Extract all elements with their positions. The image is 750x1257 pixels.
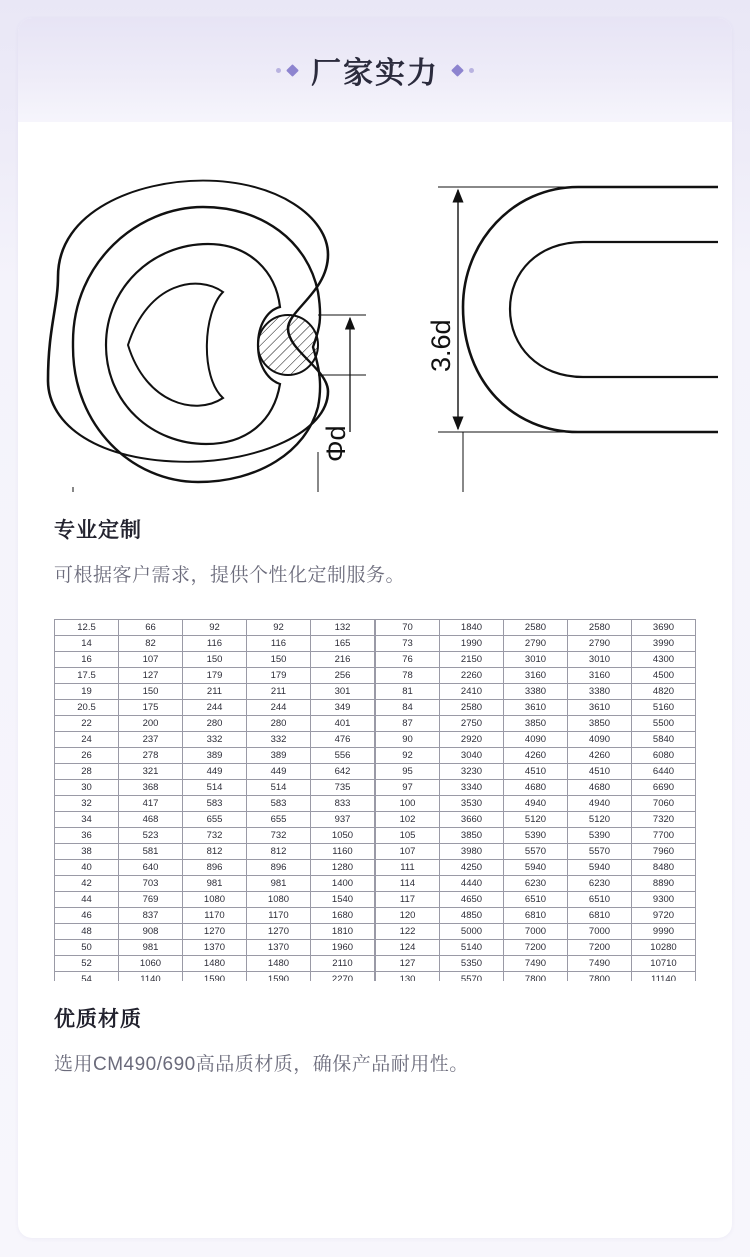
table-cell: 50 — [55, 939, 119, 955]
table-cell: 417 — [119, 795, 183, 811]
table-cell: 92 — [247, 619, 311, 635]
table-cell: 837 — [119, 907, 183, 923]
table-row — [55, 699, 375, 715]
table-cell: 7000 — [504, 923, 568, 939]
table-cell: 1990 — [440, 635, 504, 651]
table-cell: 5500 — [632, 715, 696, 731]
spec-table-right — [375, 619, 696, 981]
table-cell: 4510 — [568, 763, 632, 779]
table-row — [55, 635, 375, 651]
table-cell: 332 — [183, 731, 247, 747]
table-cell: 4090 — [568, 731, 632, 747]
table-cell: 6510 — [568, 891, 632, 907]
table-cell: 833 — [311, 795, 375, 811]
table-cell: 3010 — [568, 651, 632, 667]
table-cell: 6810 — [504, 907, 568, 923]
table-cell: 237 — [119, 731, 183, 747]
table-cell: 1960 — [311, 939, 375, 955]
table-cell: 523 — [119, 827, 183, 843]
table-row — [55, 763, 375, 779]
table-row — [376, 747, 696, 763]
table-cell: 583 — [247, 795, 311, 811]
table-cell: 97 — [376, 779, 440, 795]
table-row — [376, 939, 696, 955]
table-cell: 1590 — [247, 971, 311, 981]
table-cell: 26 — [55, 747, 119, 763]
table-cell: 127 — [119, 667, 183, 683]
table-cell: 179 — [247, 667, 311, 683]
table-row — [376, 795, 696, 811]
table-cell: 3610 — [504, 699, 568, 715]
table-cell: 82 — [119, 635, 183, 651]
table-cell: 5940 — [504, 859, 568, 875]
table-cell: 6230 — [504, 875, 568, 891]
table-cell: 116 — [183, 635, 247, 651]
table-cell: 896 — [183, 859, 247, 875]
table-cell: 7800 — [504, 971, 568, 981]
table-row — [376, 843, 696, 859]
table-cell: 150 — [119, 683, 183, 699]
table-cell: 280 — [183, 715, 247, 731]
table-cell: 556 — [311, 747, 375, 763]
table-row — [376, 715, 696, 731]
table-cell: 244 — [247, 699, 311, 715]
table-cell: 981 — [247, 875, 311, 891]
table-cell: 5390 — [568, 827, 632, 843]
table-cell: 4260 — [504, 747, 568, 763]
table-cell: 581 — [119, 843, 183, 859]
table-cell: 3380 — [504, 683, 568, 699]
table-row — [55, 683, 375, 699]
table-cell: 1080 — [183, 891, 247, 907]
table-row — [55, 907, 375, 923]
table-cell: 655 — [183, 811, 247, 827]
table-cell: 389 — [183, 747, 247, 763]
section-text-material: 选用CM490/690高品质材质，确保产品耐用性。 — [54, 1053, 469, 1075]
table-cell: 38 — [55, 843, 119, 859]
table-cell: 3160 — [568, 667, 632, 683]
table-cell: 401 — [311, 715, 375, 731]
table-cell: 1060 — [119, 955, 183, 971]
table-row — [376, 667, 696, 683]
table-cell: 7320 — [632, 811, 696, 827]
table-cell: 908 — [119, 923, 183, 939]
table-row — [376, 907, 696, 923]
table-cell: 655 — [247, 811, 311, 827]
table-row — [55, 827, 375, 843]
table-cell: 1140 — [119, 971, 183, 981]
content-card — [18, 18, 732, 1238]
table-row — [376, 651, 696, 667]
table-cell: 981 — [183, 875, 247, 891]
table-cell: 769 — [119, 891, 183, 907]
table-cell: 2110 — [311, 955, 375, 971]
spec-tables — [18, 619, 732, 981]
dot-icon — [469, 68, 474, 73]
table-cell: 117 — [376, 891, 440, 907]
table-cell: 9300 — [632, 891, 696, 907]
table-cell: 1050 — [311, 827, 375, 843]
table-cell: 211 — [183, 683, 247, 699]
table-cell: 19 — [55, 683, 119, 699]
table-cell: 10710 — [632, 955, 696, 971]
table-cell: 3610 — [568, 699, 632, 715]
table-cell: 3850 — [568, 715, 632, 731]
table-cell: 449 — [183, 763, 247, 779]
table-cell: 4680 — [568, 779, 632, 795]
table-cell: 5390 — [504, 827, 568, 843]
table-row — [55, 859, 375, 875]
table-cell: 7960 — [632, 843, 696, 859]
table-cell: 1170 — [247, 907, 311, 923]
section-heading-custom: 专业定制 — [54, 519, 142, 542]
table-cell: 11140 — [632, 971, 696, 981]
table-cell: 8480 — [632, 859, 696, 875]
table-cell: 1370 — [183, 939, 247, 955]
table-row — [55, 939, 375, 955]
table-cell: 102 — [376, 811, 440, 827]
table-cell: 735 — [311, 779, 375, 795]
table-cell: 812 — [247, 843, 311, 859]
table-cell: 17.5 — [55, 667, 119, 683]
table-cell: 2580 — [504, 619, 568, 635]
table-cell: 1810 — [311, 923, 375, 939]
table-cell: 3010 — [504, 651, 568, 667]
page-title: 厂家实力 — [311, 57, 439, 90]
table-row — [376, 923, 696, 939]
table-cell: 116 — [247, 635, 311, 651]
table-cell: 640 — [119, 859, 183, 875]
spec-table-left — [54, 619, 375, 981]
table-cell: 16 — [55, 651, 119, 667]
table-cell: 76 — [376, 651, 440, 667]
table-cell: 28 — [55, 763, 119, 779]
table-cell: 1270 — [183, 923, 247, 939]
table-cell: 87 — [376, 715, 440, 731]
table-cell: 244 — [183, 699, 247, 715]
table-cell: 7800 — [568, 971, 632, 981]
dot-icon — [276, 68, 281, 73]
table-cell: 7700 — [632, 827, 696, 843]
table-row — [376, 955, 696, 971]
table-cell: 7000 — [568, 923, 632, 939]
table-cell: 92 — [183, 619, 247, 635]
table-cell: 179 — [183, 667, 247, 683]
table-cell: 70 — [376, 619, 440, 635]
table-cell: 642 — [311, 763, 375, 779]
table-row — [55, 731, 375, 747]
table-cell: 1270 — [247, 923, 311, 939]
label-diameter: Φd — [321, 425, 351, 462]
table-row — [376, 971, 696, 981]
table-cell: 4300 — [632, 651, 696, 667]
table-row — [376, 699, 696, 715]
table-row — [55, 667, 375, 683]
table-cell: 14 — [55, 635, 119, 651]
table-row — [376, 859, 696, 875]
diamond-icon — [286, 64, 299, 77]
table-cell: 211 — [247, 683, 311, 699]
table-cell: 48 — [55, 923, 119, 939]
table-row — [376, 827, 696, 843]
table-cell: 3850 — [440, 827, 504, 843]
table-cell: 332 — [247, 731, 311, 747]
table-cell: 280 — [247, 715, 311, 731]
table-cell: 6810 — [568, 907, 632, 923]
table-row — [55, 747, 375, 763]
table-cell: 4500 — [632, 667, 696, 683]
table-cell: 150 — [247, 651, 311, 667]
table-cell: 127 — [376, 955, 440, 971]
table-row — [376, 731, 696, 747]
table-cell: 100 — [376, 795, 440, 811]
table-cell: 132 — [311, 619, 375, 635]
table-cell: 4850 — [440, 907, 504, 923]
table-row — [55, 891, 375, 907]
table-cell: 34 — [55, 811, 119, 827]
table-cell: 4250 — [440, 859, 504, 875]
table-cell: 1170 — [183, 907, 247, 923]
table-cell: 468 — [119, 811, 183, 827]
table-cell: 1480 — [247, 955, 311, 971]
table-cell: 175 — [119, 699, 183, 715]
table-cell: 4680 — [504, 779, 568, 795]
table-cell: 107 — [376, 843, 440, 859]
table-cell: 5000 — [440, 923, 504, 939]
table-cell: 368 — [119, 779, 183, 795]
table-cell: 66 — [119, 619, 183, 635]
table-cell: 301 — [311, 683, 375, 699]
table-cell: 46 — [55, 907, 119, 923]
table-cell: 107 — [119, 651, 183, 667]
table-cell: 2410 — [440, 683, 504, 699]
table-row — [376, 619, 696, 635]
table-cell: 896 — [247, 859, 311, 875]
table-cell: 7490 — [504, 955, 568, 971]
table-cell: 84 — [376, 699, 440, 715]
table-cell: 105 — [376, 827, 440, 843]
table-row — [376, 891, 696, 907]
table-cell: 449 — [247, 763, 311, 779]
table-cell: 30 — [55, 779, 119, 795]
table-cell: 5570 — [504, 843, 568, 859]
table-cell: 40 — [55, 859, 119, 875]
table-row — [55, 779, 375, 795]
table-cell: 5570 — [440, 971, 504, 981]
diamond-icon — [451, 64, 464, 77]
table-cell: 54 — [55, 971, 119, 981]
table-row — [376, 875, 696, 891]
table-row — [55, 811, 375, 827]
table-cell: 120 — [376, 907, 440, 923]
table-cell: 2790 — [568, 635, 632, 651]
table-cell: 165 — [311, 635, 375, 651]
table-cell: 7200 — [504, 939, 568, 955]
table-cell: 52 — [55, 955, 119, 971]
table-cell: 3530 — [440, 795, 504, 811]
table-row — [55, 651, 375, 667]
table-cell: 111 — [376, 859, 440, 875]
table-cell: 36 — [55, 827, 119, 843]
table-cell: 981 — [119, 939, 183, 955]
table-cell: 42 — [55, 875, 119, 891]
table-cell: 5570 — [568, 843, 632, 859]
table-cell: 95 — [376, 763, 440, 779]
table-cell: 3990 — [632, 635, 696, 651]
table-cell: 3040 — [440, 747, 504, 763]
table-cell: 2920 — [440, 731, 504, 747]
table-cell: 514 — [183, 779, 247, 795]
table-cell: 2750 — [440, 715, 504, 731]
table-cell: 1280 — [311, 859, 375, 875]
table-row — [55, 843, 375, 859]
table-cell: 3660 — [440, 811, 504, 827]
table-row — [55, 795, 375, 811]
section-text-custom: 可根据客户需求，提供个性化定制服务。 — [54, 565, 406, 586]
table-cell: 1840 — [440, 619, 504, 635]
table-cell: 216 — [311, 651, 375, 667]
table-cell: 130 — [376, 971, 440, 981]
table-cell: 5120 — [504, 811, 568, 827]
technical-drawing — [18, 132, 732, 492]
table-cell: 1370 — [247, 939, 311, 955]
table-cell: 5940 — [568, 859, 632, 875]
table-cell: 1480 — [183, 955, 247, 971]
section-heading-material: 优质材质 — [54, 1007, 142, 1031]
table-cell: 10280 — [632, 939, 696, 955]
table-cell: 2580 — [440, 699, 504, 715]
table-cell: 6440 — [632, 763, 696, 779]
table-cell: 2260 — [440, 667, 504, 683]
table-cell: 114 — [376, 875, 440, 891]
table-cell: 4440 — [440, 875, 504, 891]
table-cell: 200 — [119, 715, 183, 731]
table-cell: 4260 — [568, 747, 632, 763]
table-cell: 4090 — [504, 731, 568, 747]
table-cell: 4940 — [504, 795, 568, 811]
table-cell: 24 — [55, 731, 119, 747]
table-row — [55, 923, 375, 939]
table-cell: 7060 — [632, 795, 696, 811]
table-cell: 732 — [247, 827, 311, 843]
table-cell: 90 — [376, 731, 440, 747]
table-cell: 7200 — [568, 939, 632, 955]
table-cell: 20.5 — [55, 699, 119, 715]
table-cell: 3690 — [632, 619, 696, 635]
table-cell: 5120 — [568, 811, 632, 827]
table-row — [55, 715, 375, 731]
table-cell: 256 — [311, 667, 375, 683]
table-cell: 4510 — [504, 763, 568, 779]
table-cell: 937 — [311, 811, 375, 827]
table-cell: 22 — [55, 715, 119, 731]
table-cell: 92 — [376, 747, 440, 763]
table-row — [55, 971, 375, 981]
table-cell: 349 — [311, 699, 375, 715]
section-material — [18, 1003, 732, 1080]
table-row — [55, 875, 375, 891]
table-cell: 583 — [183, 795, 247, 811]
table-cell: 5160 — [632, 699, 696, 715]
table-cell: 6080 — [632, 747, 696, 763]
table-cell: 9990 — [632, 923, 696, 939]
table-cell: 9720 — [632, 907, 696, 923]
table-cell: 32 — [55, 795, 119, 811]
table-cell: 4940 — [568, 795, 632, 811]
table-cell: 8890 — [632, 875, 696, 891]
table-row — [55, 955, 375, 971]
table-cell: 6690 — [632, 779, 696, 795]
table-cell: 6230 — [568, 875, 632, 891]
table-cell: 3380 — [568, 683, 632, 699]
table-cell: 3160 — [504, 667, 568, 683]
table-row — [376, 779, 696, 795]
table-cell: 2580 — [568, 619, 632, 635]
table-cell: 1080 — [247, 891, 311, 907]
table-cell: 150 — [183, 651, 247, 667]
table-cell: 4820 — [632, 683, 696, 699]
table-cell: 812 — [183, 843, 247, 859]
bottom-spacer — [18, 1089, 732, 1159]
table-cell: 3850 — [504, 715, 568, 731]
table-cell: 1680 — [311, 907, 375, 923]
table-cell: 1400 — [311, 875, 375, 891]
table-cell: 732 — [183, 827, 247, 843]
table-cell: 2790 — [504, 635, 568, 651]
card-header — [18, 18, 732, 122]
table-cell: 514 — [247, 779, 311, 795]
table-cell: 3230 — [440, 763, 504, 779]
table-cell: 73 — [376, 635, 440, 651]
decoration-right — [453, 66, 474, 75]
table-cell: 1160 — [311, 843, 375, 859]
decoration-left — [276, 66, 297, 75]
table-cell: 5840 — [632, 731, 696, 747]
table-row — [376, 811, 696, 827]
table-cell: 5350 — [440, 955, 504, 971]
table-cell: 278 — [119, 747, 183, 763]
table-cell: 3340 — [440, 779, 504, 795]
table-cell: 2150 — [440, 651, 504, 667]
table-cell: 81 — [376, 683, 440, 699]
label-3.6d: 3.6d — [426, 319, 456, 372]
section-custom — [18, 514, 732, 591]
table-row — [376, 683, 696, 699]
table-cell: 1590 — [183, 971, 247, 981]
table-row — [376, 635, 696, 651]
table-cell: 44 — [55, 891, 119, 907]
table-cell: 7490 — [568, 955, 632, 971]
table-cell: 1540 — [311, 891, 375, 907]
table-cell: 3980 — [440, 843, 504, 859]
table-cell: 6510 — [504, 891, 568, 907]
table-cell: 389 — [247, 747, 311, 763]
table-cell: 124 — [376, 939, 440, 955]
table-row — [376, 763, 696, 779]
table-cell: 703 — [119, 875, 183, 891]
table-cell: 2270 — [311, 971, 375, 981]
table-cell: 5140 — [440, 939, 504, 955]
table-row — [55, 619, 375, 635]
table-cell: 4650 — [440, 891, 504, 907]
table-cell: 476 — [311, 731, 375, 747]
table-cell: 12.5 — [55, 619, 119, 635]
table-cell: 122 — [376, 923, 440, 939]
table-cell: 78 — [376, 667, 440, 683]
table-cell: 321 — [119, 763, 183, 779]
